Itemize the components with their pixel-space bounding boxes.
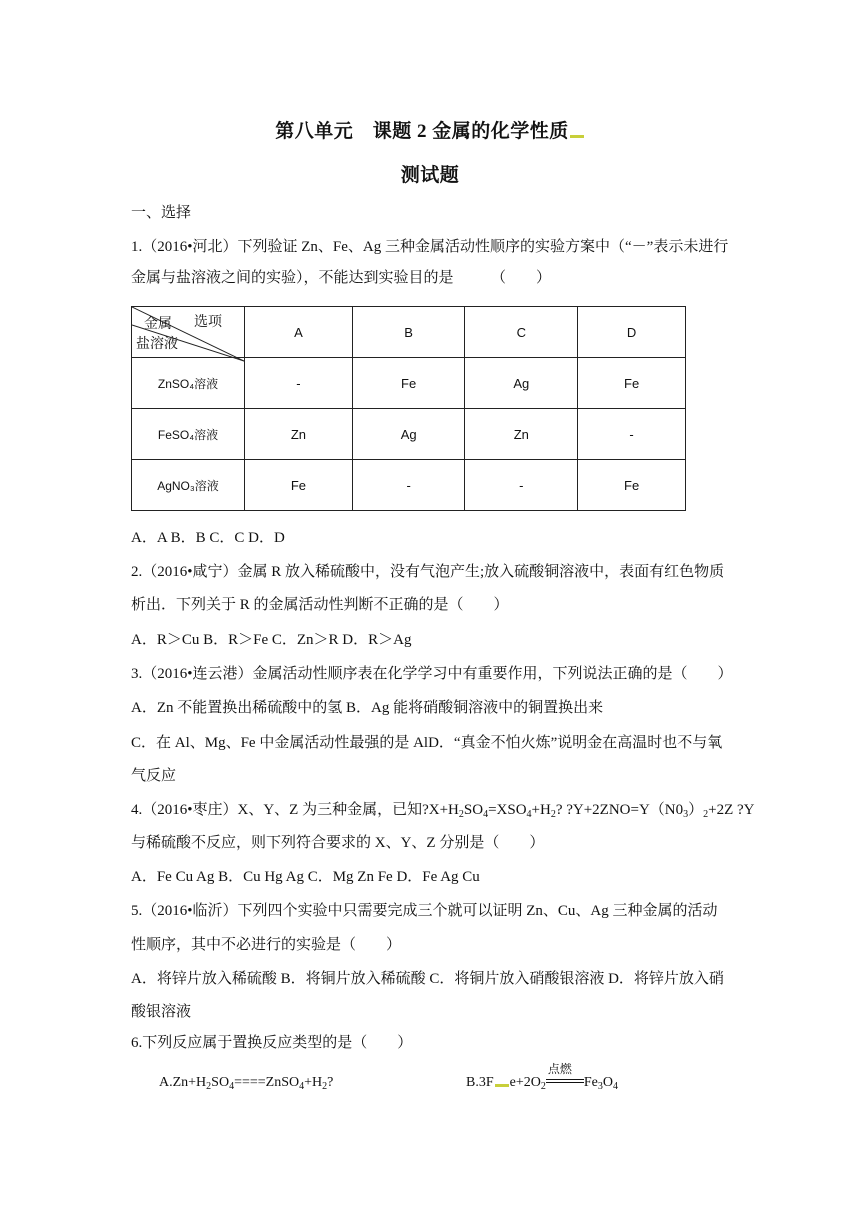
q6-option-b: B.3F $e+2O_2$ 点燃 $Fe_3O_4$: [466, 1062, 618, 1092]
table-cell: Ag: [352, 409, 465, 460]
table-cell: Fe: [352, 358, 465, 409]
q3-line3: C．在 Al、Mg、Fe 中金属活动性最强的是 AlD．“真金不怕火炼”说明金在高温时也不与氧: [131, 735, 723, 751]
title-text: 第八单元 课题 2 金属的化学性质: [275, 121, 569, 142]
header-a: A: [245, 307, 353, 358]
table-row: [132, 358, 686, 409]
header-d: D: [578, 307, 686, 358]
table-row: [132, 460, 686, 511]
highlight-mark: [570, 135, 584, 138]
corner-label-option: 选项: [194, 313, 222, 329]
table-cell: -: [352, 460, 465, 511]
page-subtitle: 测试题: [400, 165, 460, 186]
q3-line2: A．Zn 不能置换出稀硫酸中的氢 B．Ag 能将硝酸铜溶液中的铜置换出来: [131, 700, 604, 716]
q1-line1: 1.（2016•河北）下列验证 Zn、Fe、Ag 三种金属活动性顺序的实验方案中（“－”表示未进行: [131, 239, 729, 255]
q6-line1: 6.下列反应属于置换反应类型的是（ ）: [131, 1035, 413, 1051]
corner-label-metal: 金属: [144, 315, 172, 331]
table-cell: Zn: [465, 409, 578, 460]
table-cell: -: [465, 460, 578, 511]
section-heading: 一、选择: [131, 205, 192, 221]
q3-line4: 气反应: [131, 768, 177, 784]
table-cell: Zn: [245, 409, 353, 460]
header-c: C: [465, 307, 578, 358]
q1-line2: 金属与盐溶液之间的实验），不能达到实验目的是 （ ）: [131, 270, 552, 286]
q3-line1: 3.（2016•连云港）金属活动性顺序表在化学学习中有重要作用，下列说法正确的是（ ）: [131, 666, 733, 682]
q5-line1: 5.（2016•临沂）下列四个实验中只需要完成三个就可以证明 Zn、Cu、Ag 三种金属的活动: [131, 903, 718, 919]
q5-line2: 性顺序，其中不必进行的实验是（ ）: [131, 937, 402, 953]
table-cell: -: [245, 358, 353, 409]
q4-line1: 4.（2016•枣庄）X、Y、Z 为三种金属，已知$?X+H_2SO_4=XSO_4+H_2$? $?Y+2ZNO=Y(N0_3)_2+2Z$ ?Y: [131, 802, 755, 820]
q5-line3: A．将锌片放入稀硫酸 B．将铜片放入稀硫酸 C．将铜片放入硝酸银溶液 D．将锌片放入硝: [131, 971, 724, 987]
table-cell: -: [578, 409, 686, 460]
table-corner-cell: [132, 307, 245, 358]
header-b: B: [352, 307, 465, 358]
row-label: FeSO₄溶液: [132, 409, 245, 460]
q4-answers: A．Fe Cu Ag B．Cu Hg Ag C．Mg Zn Fe D．Fe Ag Cu: [131, 869, 480, 885]
page-title: [0, 116, 860, 143]
q4-line2: 与稀硫酸不反应，则下列符合要求的 X、Y、Z 分别是（ ）: [131, 835, 545, 851]
q6-option-a: $A.Zn+H_2SO_4====ZnSO_4+H_2$?: [159, 1075, 334, 1092]
q1-options-table: [131, 306, 686, 511]
q2-answers: A．R＞Cu B．R＞Fe C．Zn＞R D．R＞Ag: [131, 632, 412, 648]
q1-answers: A．A B．B C．C D．D: [131, 530, 285, 546]
q2-line1: 2.（2016•咸宁）金属 R 放入稀硫酸中，没有气泡产生;放入硫酸铜溶液中，表面有红色物质: [131, 564, 725, 580]
table-row: [132, 409, 686, 460]
q2-line2: 析出．下列关于 R 的金属活动性判断不正确的是（ ）: [131, 597, 509, 613]
row-label: AgNO₃溶液: [132, 460, 245, 511]
table-cell: Fe: [578, 358, 686, 409]
table-cell: Fe: [578, 460, 686, 511]
table-cell: Ag: [465, 358, 578, 409]
ignite-condition: 点燃: [546, 1075, 584, 1091]
highlight-mark: [495, 1084, 509, 1087]
row-label: ZnSO₄溶液: [132, 358, 245, 409]
q5-line4: 酸银溶液: [131, 1004, 192, 1020]
corner-label-solution: 盐溶液: [136, 335, 178, 351]
table-cell: Fe: [245, 460, 353, 511]
